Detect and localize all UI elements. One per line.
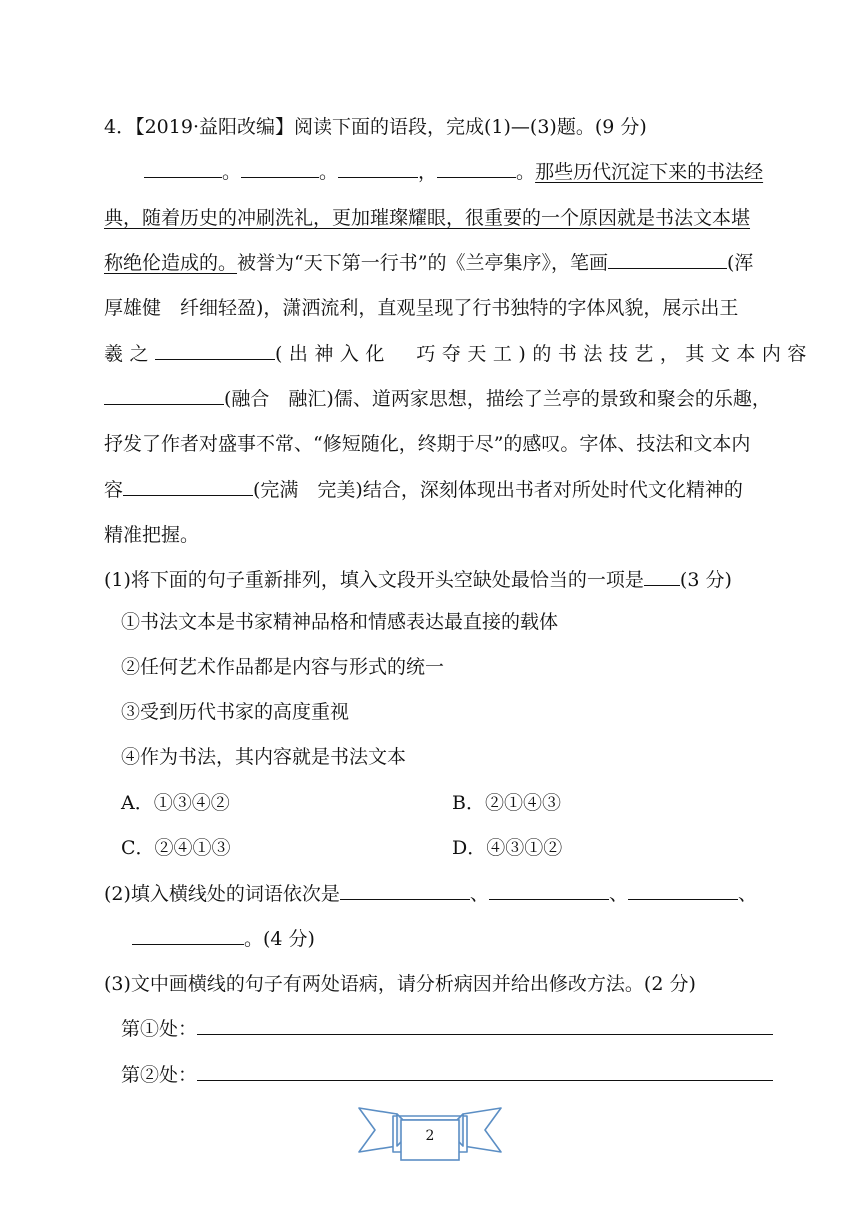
answer-blank[interactable] [340,881,470,900]
sub-question-2 [104,880,757,908]
sentence-blank-3[interactable] [338,159,418,178]
option-c[interactable]: C．②④①③ [121,837,231,859]
underlined-sentence: 那些历代沉淀下来的书法经 [535,161,764,183]
points: 。(4 分) [244,928,315,950]
separator: 、 [608,883,628,905]
passage-text: (完满 完美)结合，深刻体现出书者对所处时代文化精神的 [253,479,743,501]
passage-line-8 [104,476,743,504]
answer-blank[interactable] [489,881,609,900]
answer-blank[interactable] [628,881,738,900]
answer-blank[interactable] [197,1062,773,1081]
passage-text: 被誉为“天下第一行书”的《兰亭集序》，笔画 [237,252,608,274]
question-header [104,113,647,141]
separator: 。 [222,161,242,183]
question-instruction: 阅读下面的语段，完成(1)—(3)题。(9 分) [294,116,647,138]
sub-question-prompt: (1)将下面的句子重新排列，填入文段开头空缺处最恰当的一项是 [104,569,644,591]
answer-label: 第②处： [121,1064,198,1086]
sentence-item: ④作为书法，其内容就是书法文本 [121,746,407,768]
passage-line-5 [104,340,813,368]
sentence-blank-1[interactable] [144,159,222,178]
sentence-item: ②任何艺术作品都是内容与形式的统一 [121,656,445,678]
word-blank-4[interactable] [123,477,253,496]
word-blank-1[interactable] [608,250,727,269]
answer-blank[interactable] [644,567,680,586]
option-b[interactable]: B．②①④③ [452,792,561,814]
underlined-sentence: 典，随着历史的冲刷洗礼，更加璀璨耀眼，很重要的一个原因就是书法文本堪 [104,207,751,229]
passage-text: 羲之 [104,343,156,365]
passage-text: 抒发了作者对盛事不常、“修短随化，终期于尽”的感叹。字体、技法和文本内 [104,433,751,455]
answer-line-2 [121,1061,773,1089]
separator: 、 [737,883,757,905]
passage-text: (融合 融汇)儒、道两家思想，描绘了兰亭的景致和聚会的乐趣， [224,388,771,410]
passage-line-3 [104,249,753,277]
sentence-blank-2[interactable] [241,159,319,178]
separator: 。 [516,161,536,183]
passage-text: 厚雄健 纤细轻盈)，潇洒流利，直观呈现了行书独特的字体风貌，展示出王 [104,297,739,319]
word-blank-2[interactable] [155,341,275,360]
passage-text: (浑 [726,252,754,274]
passage-line-1 [144,158,763,186]
passage-line-6 [104,385,771,413]
points: (3 分) [679,569,732,591]
question-source: 【2019·益阳改编】 [135,116,294,138]
passage-text: (出神入化 巧夺天工)的书法技艺，其文本内容 [275,343,813,365]
option-a[interactable]: A．①③④② [121,792,230,814]
underlined-sentence: 称绝伦造成的。 [104,252,238,274]
separator: 、 [469,883,489,905]
sub-question-2-cont [132,925,315,953]
passage-text: 精准把握。 [104,524,200,546]
sub-question-1 [104,566,732,594]
answer-line-1 [121,1015,773,1043]
answer-blank[interactable] [197,1016,773,1035]
sub-question-3: (3)文中画横线的句子有两处语病，请分析病因并给出修改方法。(2 分) [104,973,696,995]
separator: ， [418,161,438,183]
sentence-item: ①书法文本是书家精神品格和情感表达最直接的载体 [121,611,559,633]
question-number: 4． [104,116,136,138]
answer-blank[interactable] [132,926,244,945]
separator: 。 [319,161,339,183]
sentence-item: ③受到历代书家的高度重视 [121,701,350,723]
passage-text: 容 [104,479,124,501]
page-number: 2 [425,1128,435,1144]
option-d[interactable]: D．④③①② [452,837,563,859]
answer-label: 第①处： [121,1018,198,1040]
sentence-blank-4[interactable] [437,159,516,178]
sub-question-prompt: (2)填入横线处的词语依次是 [104,883,340,905]
word-blank-3[interactable] [104,386,224,405]
